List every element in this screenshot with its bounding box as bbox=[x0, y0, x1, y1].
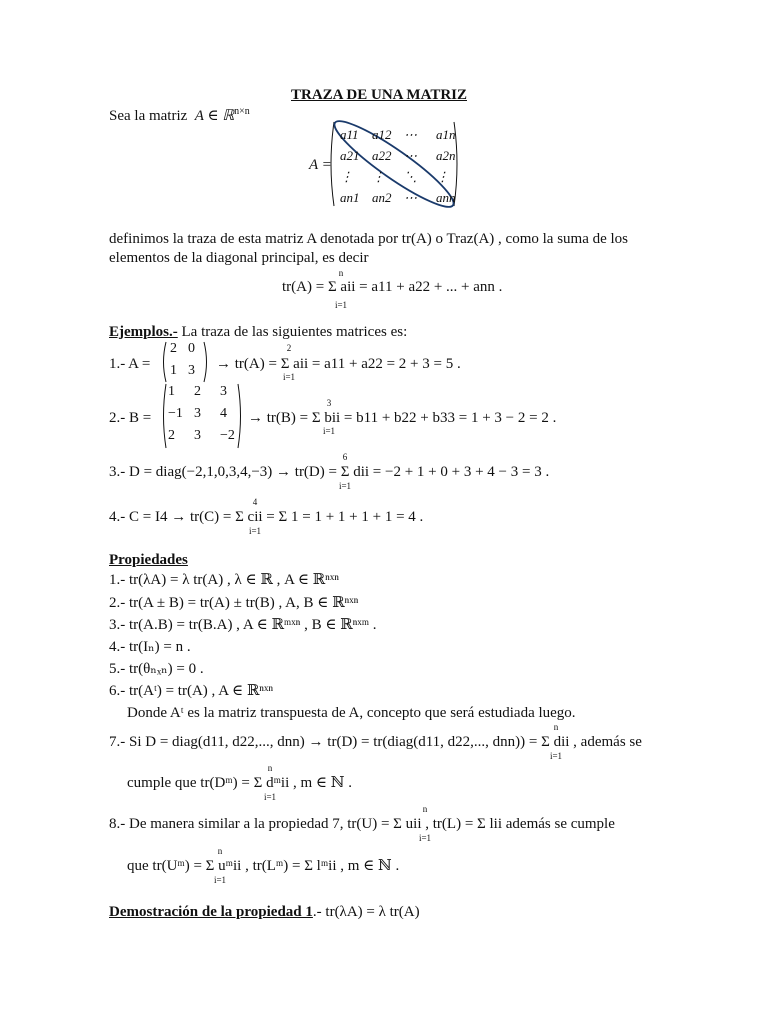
ex4-text: 4.- C = I4 → tr(C) = Σ cii = Σ 1 = 1 + 1 + 1 + 1 = 4 . bbox=[109, 509, 424, 525]
intro-math: A ∈ ℝ bbox=[194, 108, 235, 124]
matrix-a-cell-r2-c1: a21 bbox=[340, 148, 360, 163]
proof-heading: Demostración de la propiedad 1 bbox=[109, 904, 313, 920]
ex1-sum-bottom: i=1 bbox=[282, 372, 296, 382]
ex1-result: → tr(A) = Σ aii = a11 + a22 = 2 + 3 = 5 . bbox=[216, 356, 461, 372]
p7b-sum-top: n bbox=[267, 763, 273, 773]
property-6-note: Donde Aᵗ es la matriz transpuesta de A, concepto que será estudiada luego. bbox=[127, 705, 576, 721]
matrix-a-cell-r3-c3: ⋱ bbox=[404, 169, 417, 184]
ex2-cell-r1-c1: 1 bbox=[168, 384, 175, 399]
matrix-a-cell-r4-c2: an2 bbox=[372, 190, 392, 205]
ex1-cell-r1-c2: 0 bbox=[188, 341, 195, 356]
definition-formula: tr(A) = Σ aii = a11 + a22 + ... + ann . bbox=[282, 279, 503, 295]
ex2-cell-r1-c2: 2 bbox=[194, 384, 201, 399]
p7-sum-top: n bbox=[553, 722, 559, 732]
matrix-a-cell-r2-c3: ⋯ bbox=[404, 148, 417, 163]
ex2-cell-r2-c1: −1 bbox=[168, 406, 183, 421]
matrix-a-cell-r1-c1: a11 bbox=[340, 127, 359, 142]
properties-heading: Propiedades bbox=[109, 552, 188, 568]
examples-heading: Ejemplos.- bbox=[109, 324, 178, 340]
ex2-cell-r3-c1: 2 bbox=[168, 428, 175, 443]
property-1: 1.- tr(λA) = λ tr(A) , λ ∈ ℝ , A ∈ ℝⁿˣⁿ bbox=[109, 572, 339, 588]
matrix-a-cell-r4-c3: ⋯ bbox=[404, 190, 417, 205]
ex1-cell-r2-c1: 1 bbox=[170, 363, 177, 378]
page-title: TRAZA DE UNA MATRIZ bbox=[291, 87, 467, 103]
ex3-sum-top: 6 bbox=[342, 452, 348, 462]
examples-heading-line bbox=[109, 323, 407, 341]
property-8-line-2: que tr(Uᵐ) = Σ uᵐii , tr(Lᵐ) = Σ lᵐii , m ∈ ℕ . bbox=[127, 858, 400, 874]
definition-line-1: definimos la traza de esta matriz A denotada por tr(A) o Traz(A) , como la suma de los bbox=[109, 231, 629, 247]
ex1-sum-top: 2 bbox=[286, 343, 292, 353]
ex1-cell-r2-c2: 3 bbox=[188, 363, 195, 378]
p8b-sum-top: n bbox=[217, 846, 223, 856]
ex4-sum-bottom: i=1 bbox=[248, 526, 262, 536]
ex2-cell-r2-c2: 3 bbox=[194, 406, 201, 421]
ex1-label: 1.- A = bbox=[109, 356, 151, 372]
ex2-sum-bottom: i=1 bbox=[322, 426, 336, 436]
definition-line-2: elementos de la diagonal principal, es decir bbox=[109, 250, 369, 266]
property-7-line-2: cumple que tr(Dᵐ) = Σ dᵐii , m ∈ ℕ . bbox=[127, 775, 352, 791]
ex2-result: → tr(B) = Σ bii = b11 + b22 + b33 = 1 + 3 − 2 = 2 . bbox=[248, 410, 557, 426]
matrix-a-cell-r1-c3: ⋯ bbox=[404, 127, 417, 142]
proof-line bbox=[109, 903, 420, 921]
property-2: 2.- tr(A ± B) = tr(A) ± tr(B) , A, B ∈ ℝⁿˣⁿ bbox=[109, 595, 359, 611]
def-sum-top: n bbox=[338, 268, 344, 278]
ex3-text: 3.- D = diag(−2,1,0,3,4,−3) → tr(D) = Σ dii = −2 + 1 + 0 + 3 + 4 − 3 = 3 . bbox=[109, 464, 550, 480]
ex1-brackets bbox=[160, 340, 210, 384]
ex1-cell-r1-c1: 2 bbox=[170, 341, 177, 356]
ex2-cell-r3-c3: −2 bbox=[220, 428, 235, 443]
property-6: 6.- tr(Aᵗ) = tr(A) , A ∈ ℝⁿˣⁿ bbox=[109, 683, 274, 699]
intro-text: Sea la matriz bbox=[109, 108, 188, 124]
intro-line bbox=[109, 107, 250, 125]
ex2-cell-r2-c3: 4 bbox=[220, 406, 227, 421]
matrix-a-lhs: A = bbox=[309, 157, 332, 173]
property-4: 4.- tr(Iₙ) = n . bbox=[109, 639, 191, 655]
matrix-a-cell-r3-c2: ⋮ bbox=[372, 169, 385, 184]
property-5: 5.- tr(θₙₓₙ) = 0 . bbox=[109, 661, 204, 677]
property-8-line-1: 8.- De manera similar a la propiedad 7, tr(U) = Σ uii , tr(L) = Σ lii además se cumple bbox=[109, 816, 615, 832]
intro-sup: n×n bbox=[234, 106, 250, 117]
p7-sum-bottom: i=1 bbox=[549, 751, 563, 761]
examples-heading-rest: La traza de las siguientes matrices es: bbox=[177, 324, 408, 340]
matrix-a-cell-r3-c4: ⋮ bbox=[436, 169, 449, 184]
matrix-a-cell-r2-c4: a2n bbox=[436, 148, 456, 163]
p8b-sum-bottom: i=1 bbox=[213, 875, 227, 885]
matrix-a-cell-r3-c1: ⋮ bbox=[340, 169, 353, 184]
matrix-a-cell-r1-c2: a12 bbox=[372, 127, 392, 142]
matrix-a-cell-r4-c1: an1 bbox=[340, 190, 360, 205]
property-7-line-1: 7.- Si D = diag(d11, d22,..., dnn) → tr(D) = tr(diag(d11, d22,..., dnn)) = Σ dii , además se bbox=[109, 734, 642, 750]
p8-sum-top: n bbox=[422, 804, 428, 814]
ex4-sum-top: 4 bbox=[252, 497, 258, 507]
matrix-a-cell-r4-c4: ann bbox=[436, 190, 456, 205]
p7b-sum-bottom: i=1 bbox=[263, 792, 277, 802]
p8-sum-bottom: i=1 bbox=[418, 833, 432, 843]
property-3: 3.- tr(A.B) = tr(B.A) , A ∈ ℝᵐˣⁿ , B ∈ ℝⁿˣᵐ . bbox=[109, 617, 377, 633]
proof-rest: .- tr(λA) = λ tr(A) bbox=[312, 904, 420, 920]
def-sum-bottom: i=1 bbox=[334, 300, 348, 310]
matrix-a-cell-r1-c4: a1n bbox=[436, 127, 456, 142]
matrix-a-cell-r2-c2: a22 bbox=[372, 148, 392, 163]
ex2-cell-r1-c3: 3 bbox=[220, 384, 227, 399]
ex3-sum-bottom: i=1 bbox=[338, 481, 352, 491]
ex2-sum-top: 3 bbox=[326, 398, 332, 408]
ex2-cell-r3-c2: 3 bbox=[194, 428, 201, 443]
ex2-label: 2.- B = bbox=[109, 410, 152, 426]
